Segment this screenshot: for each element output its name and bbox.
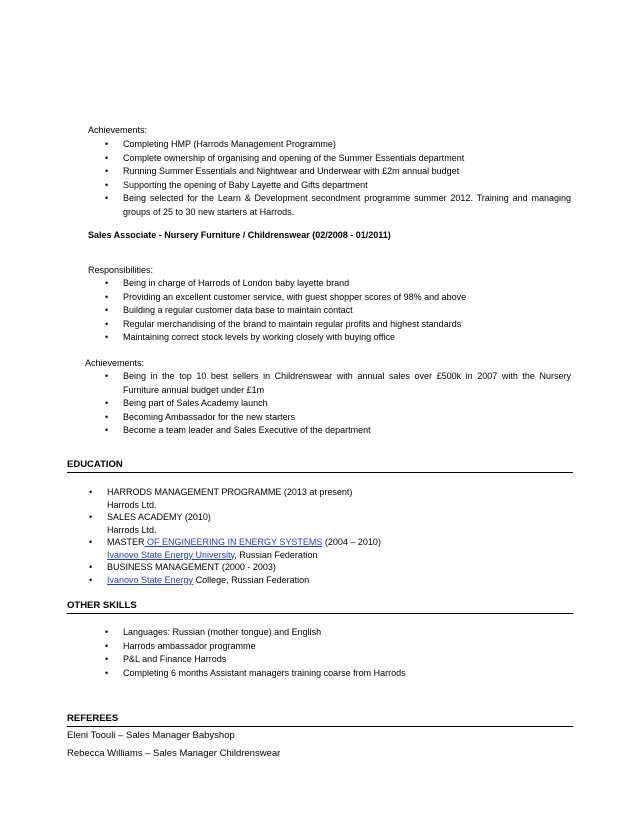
- referee-line: Eleni Toouli – Sales Manager Babyshop: [67, 730, 235, 741]
- bullet-icon: •: [105, 305, 109, 315]
- bullet-icon: •: [105, 371, 109, 381]
- education-heading: EDUCATION: [67, 459, 573, 473]
- responsibilities-label: Responsibilities:: [88, 265, 154, 275]
- job2-responsibilities-list: [105, 277, 571, 345]
- bullet-icon: •: [89, 537, 93, 547]
- referee-line: Rebecca Williams – Sales Manager Childrenswear: [67, 748, 281, 759]
- list-item: • Completing 6 months Assistant managers training coarse from Harrods: [105, 667, 571, 681]
- bullet-icon: •: [89, 574, 93, 585]
- achievements-label: Achievements:: [85, 358, 145, 368]
- list-item: • Providing an excellent customer service, with guest shopper scores of 98% and above: [105, 291, 571, 305]
- bullet-icon: •: [105, 627, 109, 637]
- bullet-icon: •: [105, 654, 109, 664]
- education-list: [89, 486, 569, 586]
- list-item: • Being part of Sales Academy launch: [105, 397, 571, 411]
- list-item: • Become a team leader and Sales Executive of the department: [105, 424, 571, 438]
- other-skills-list: [105, 626, 571, 680]
- bullet-icon: •: [105, 193, 109, 203]
- list-item: • Being selected for the Learn & Development secondment programme summer 2012. Training and managing groups of 25 to 30 new starters at Harrods.: [105, 193, 571, 217]
- bullet-icon: •: [105, 411, 109, 422]
- degree-link[interactable]: OF ENGINEERING IN ENERGY SYSTEMS: [144, 537, 323, 547]
- bullet-icon: •: [105, 179, 109, 190]
- list-item: • Maintaining correct stock levels by working closely with buying office: [105, 331, 571, 345]
- list-item: • Completing HMP (Harrods Management Programme): [105, 138, 571, 152]
- list-item: • Supporting the opening of Baby Layette and Gifts department: [105, 179, 571, 193]
- bullet-icon: •: [105, 318, 109, 329]
- list-item: • Building a regular customer data base to maintain contact: [105, 304, 571, 318]
- bullet-icon: •: [105, 425, 109, 435]
- bullet-icon: •: [105, 278, 109, 288]
- achievements-label: Achievements:: [88, 125, 148, 135]
- bullet-icon: •: [105, 667, 109, 678]
- university-link[interactable]: Ivanovo State Energy University: [107, 549, 235, 560]
- list-item: • Being in charge of Harrods of London baby layette brand: [105, 277, 571, 291]
- list-item: • Regular merchandising of the brand to maintain regular profits and highest standards: [105, 318, 571, 332]
- bullet-icon: •: [89, 562, 93, 572]
- list-item: • Complete ownership of organising and opening of the Summer Essentials department: [105, 152, 571, 166]
- college-link[interactable]: Ivanovo State Energy: [107, 574, 194, 585]
- bullet-icon: •: [89, 487, 93, 497]
- list-item: • BUSINESS MANAGEMENT (2000 - 2003): [89, 561, 569, 574]
- list-item: • MASTER OF ENGINEERING IN ENERGY SYSTEMS (2004 – 2010) Ivanovo State Energy University, Russian Federation: [89, 537, 381, 560]
- list-item: • P&L and Finance Harrods: [105, 653, 571, 667]
- bullet-icon: •: [89, 512, 93, 522]
- job1-achievements-list: [105, 138, 571, 219]
- referees-heading: REFEREES: [67, 713, 573, 727]
- bullet-icon: •: [105, 640, 109, 651]
- list-item: • Being in the top 10 best sellers in Childrenswear with annual sales over £500k in 2007 with the Nursery Furniture annual budget under £1m: [105, 371, 571, 395]
- bullet-icon: •: [105, 332, 109, 342]
- bullet-icon: •: [105, 139, 109, 149]
- bullet-icon: •: [105, 152, 109, 163]
- list-item: • SALES ACADEMY (2010) Harrods Ltd.: [89, 512, 211, 535]
- list-item: • Becoming Ambassador for the new starters: [105, 411, 571, 425]
- list-item: • Ivanovo State Energy College, Russian Federation: [89, 574, 569, 587]
- list-item: • Languages: Russian (mother tongue) and English: [105, 626, 571, 640]
- bullet-icon: •: [105, 166, 109, 176]
- bullet-icon: •: [105, 398, 109, 408]
- bullet-icon: •: [105, 291, 109, 302]
- list-item: • HARRODS MANAGEMENT PROGRAMME (2013 at present) Harrods Ltd.: [89, 487, 353, 510]
- list-item: • Harrods ambassador programme: [105, 640, 571, 654]
- other-skills-heading: OTHER SKILLS: [67, 600, 573, 614]
- list-item: • Running Summer Essentials and Nightwear and Underwear with £2m annual budget: [105, 165, 571, 179]
- job-title: Sales Associate - Nursery Furniture / Childrenswear (02/2008 - 01/2011): [88, 230, 391, 240]
- job2-achievements-list: [105, 370, 571, 438]
